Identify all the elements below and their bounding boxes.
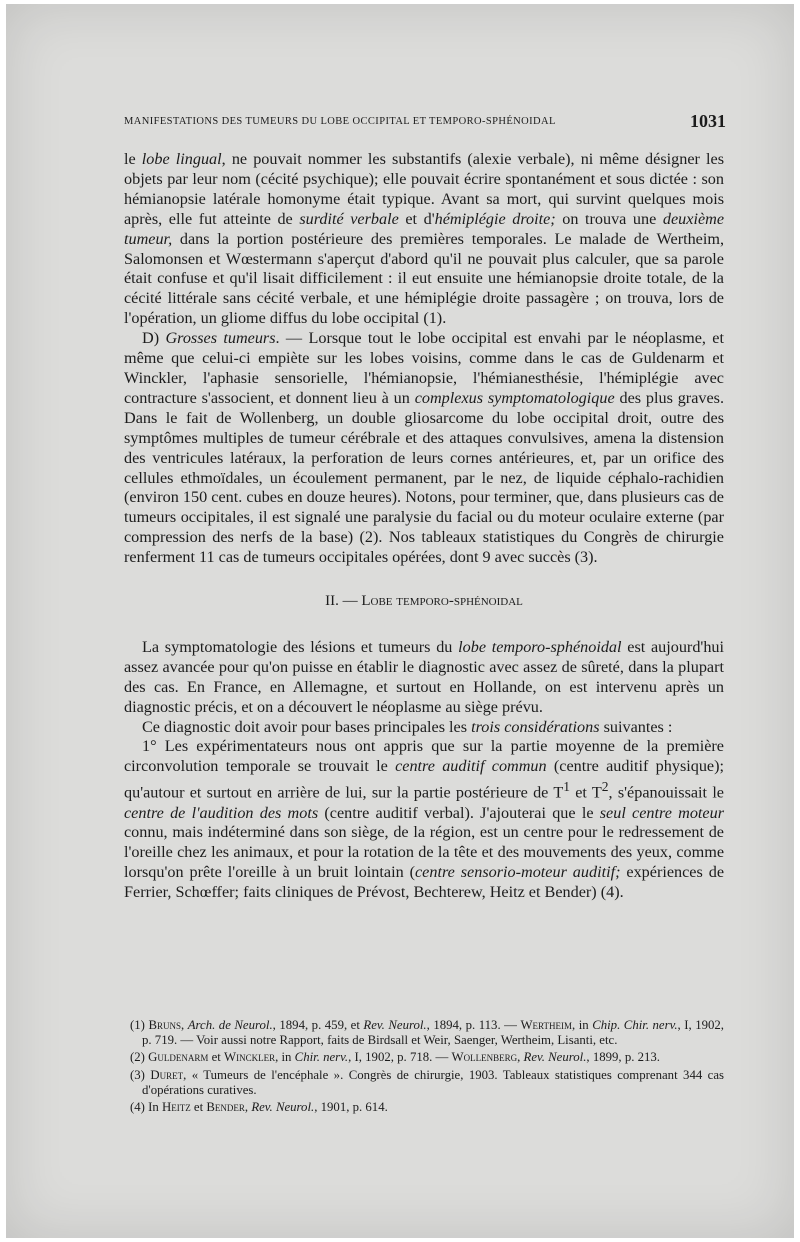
text-run: on trouva une xyxy=(555,209,663,228)
section-title: Lobe temporo-sphénoidal xyxy=(361,593,523,610)
text-run: (2) xyxy=(130,1050,149,1065)
emphasis: lobe lingual xyxy=(141,150,222,168)
footnote xyxy=(124,1100,724,1115)
paragraph xyxy=(124,150,724,329)
emphasis: deuxième tumeur, xyxy=(124,209,725,248)
text-run: (3) xyxy=(130,1067,151,1082)
author-name: Bruns xyxy=(148,1018,181,1032)
emphasis: surdité verbale xyxy=(299,209,399,228)
journal-title: Rev. Neurol. xyxy=(251,1100,315,1115)
superscript: 1 xyxy=(563,779,570,795)
footnote xyxy=(124,1018,724,1048)
text-run: Ce diagnostic doit avoir pour bases principales les xyxy=(142,717,472,736)
text-run: , 1899, p. 213. xyxy=(586,1050,661,1065)
footnote xyxy=(124,1050,724,1065)
emphasis: centre auditif commun xyxy=(395,757,547,776)
section-number: II. — xyxy=(325,593,362,610)
emphasis: centre sensorio-moteur auditif; xyxy=(414,863,621,882)
text-run: et T xyxy=(569,783,602,802)
journal-title: Chir. nerv. xyxy=(294,1050,349,1065)
paragraph xyxy=(124,718,724,738)
author-name: Bender xyxy=(206,1100,245,1115)
superscript: 2 xyxy=(601,779,609,795)
footnote xyxy=(124,1068,724,1098)
author-name: Winckler xyxy=(224,1050,276,1065)
text-run: , xyxy=(180,1018,188,1032)
emphasis: lobe temporo-sphénoidal xyxy=(458,637,622,656)
journal-title: Rev. Neurol. xyxy=(523,1050,587,1065)
journal-title: Arch. de Neurol. xyxy=(187,1018,273,1032)
text-run: expériences de Ferrier, Schœffer; faits cliniques de Prévost, Bechterew, Heitz et Bender) (4). xyxy=(124,863,724,902)
text-run: dans la portion postérieure des premières temporales. Le malade de Wertheim, Salomonsen et Wœstermann s'aperçut d'abord qu'il ne pouvait plus calculer, que sa parole était confuse et qu'il lisait difficilement : il eut ensuite une hémianopsie droite totale, de la cécité littérale sans cécité verbale, et une hémiplégie droite passagère ; on trouva, lors de l'opération, un gliome diffus du lobe occipital (1). xyxy=(124,229,724,328)
text-run: (1) xyxy=(130,1018,149,1032)
text-run: et xyxy=(208,1050,225,1065)
text-run: , « Tumeurs de l'encéphale ». Congrès de chirurgie, 1903. Tableaux statistiques comprenant 344 cas d'opérations curatives. xyxy=(142,1067,724,1097)
text-run: , xyxy=(244,1100,252,1115)
text-run: , in xyxy=(572,1018,593,1032)
paragraph xyxy=(124,737,724,903)
journal-title: Rev. Neurol. xyxy=(363,1018,427,1032)
emphasis: Grosses tumeurs xyxy=(165,329,276,348)
author-name: Guldenarm xyxy=(148,1050,209,1065)
page xyxy=(6,4,794,1238)
emphasis: hémiplégie droite; xyxy=(434,209,556,228)
text-run: , 1901, p. 614. xyxy=(314,1100,388,1115)
emphasis: trois considérations xyxy=(471,717,600,736)
text-run: , ne pouvait nommer les substantifs (alexie verbale), ni même désigner les objets par leur nom (cécité psychique); elle pouvait écrire spontanément et sous dictée : son hémianopsie latérale homonyme était typique. Avant sa mort, qui survint quelques mois après, elle fut atteinte de xyxy=(124,150,724,228)
text-run: (4) In xyxy=(130,1100,162,1115)
text-run: est aujourd'hui assez avancée pour qu'on puisse en établir le diagnostic avec assez de sûreté, dans la plupart des cas. En France, en Allemagne, et surtout en Hollande, on est intervenu après un diagnostic précis, et on a découvert le néoplasme au siège prévu. xyxy=(124,637,725,716)
text-run: D) xyxy=(142,329,166,348)
text-run: , I, 1902, p. 719. — Voir aussi notre Rapport, faits de Birdsall et Weir, Saenger, Wertheim, Lisanti, etc. xyxy=(142,1018,724,1048)
text-run: et xyxy=(190,1100,207,1115)
paragraph xyxy=(124,638,724,718)
text-run: (centre auditif physique); qu'autour et surtout en arrière de lui, sur la partie postérieure de T xyxy=(124,757,725,802)
text-run: , in xyxy=(275,1050,295,1065)
author-name: Wertheim xyxy=(520,1018,573,1032)
text-run: le xyxy=(124,150,142,168)
running-title: MANIFESTATIONS DES TUMEURS DU LOBE OCCIPITAL ET TEMPORO-SPHÉNOIDAL xyxy=(124,116,556,127)
emphasis: seul centre moteur xyxy=(599,803,724,822)
text-run: , I, 1902, p. 718. — xyxy=(348,1050,452,1065)
emphasis: centre de l'audition des mots xyxy=(124,803,319,822)
emphasis: complexus symptomatologique xyxy=(414,388,615,407)
text-run: , 1894, p. 459, et xyxy=(272,1018,364,1032)
paragraph xyxy=(124,329,724,568)
footnotes xyxy=(124,1018,724,1117)
text-run: et d' xyxy=(398,209,435,228)
author-name: Heitz xyxy=(161,1100,191,1115)
main-text xyxy=(124,150,724,903)
text-run: , 1894, p. 113. — xyxy=(426,1018,521,1032)
section-heading xyxy=(124,592,724,612)
text-run: (centre auditif verbal). J'ajouterai que le xyxy=(318,803,600,822)
text-run: La symptomatologie des lésions et tumeurs du xyxy=(142,637,459,656)
text-run: . — Lorsque tout le lobe occipital est envahi par le néoplasme, et même que celui-ci empiète sur les lobes voisins, comme dans le cas de Guldenarm et Winckler, l'aphasie sensorielle, l'hémianopsie, l'hémianesthésie, l'hémiplégie avec contracture s'associent, et donnent lieu à un xyxy=(124,329,724,407)
text-run: connu, mais indéterminé dans son siège, de la région, est un centre pour le redressement de l'oreille chez les animaux, et pour la rotation de la tête et des mouvements des yeux, comme lorsqu'on prête l'oreille à un bruit lointain ( xyxy=(124,823,724,882)
text-run: 1° Les expérimentateurs nous ont appris que sur la partie moyenne de la première circonvolution temporale se trouvait le xyxy=(124,737,724,776)
text-run: , s'épanouissait le xyxy=(608,783,724,802)
text-run: suivantes : xyxy=(599,717,673,736)
author-name: Wollenberg xyxy=(451,1050,518,1065)
author-name: Duret xyxy=(150,1067,184,1082)
running-header xyxy=(124,111,726,131)
text-run: , xyxy=(517,1050,524,1065)
text-run: des plus graves. Dans le fait de Wollenberg, un double gliosarcome du lobe occipital droit, outre des symptômes multiples de tumeur cérébrale et des attaques convulsives, amena la distension des ventricules latéraux, la perforation de leurs cornes antérieures, et, par un orifice des cellules ethmoïdales, un écoulement permanent, par le nez, de liquide céphalo-rachidien (environ 150 cent. cubes en douze heures). Notons, pour terminer, que, dans plusieurs cas de tumeurs occipitales, il est signalé une paralysie du facial ou du moteur oculaire externe (par compression des nerfs de la base) (2). Nos tableaux statistiques du Congrès de chirurgie renferment 11 cas de tumeurs occipitales opérées, dont 9 avec succès (3). xyxy=(124,388,725,567)
page-number: 1031 xyxy=(690,111,726,131)
journal-title: Chip. Chir. nerv. xyxy=(592,1018,678,1032)
